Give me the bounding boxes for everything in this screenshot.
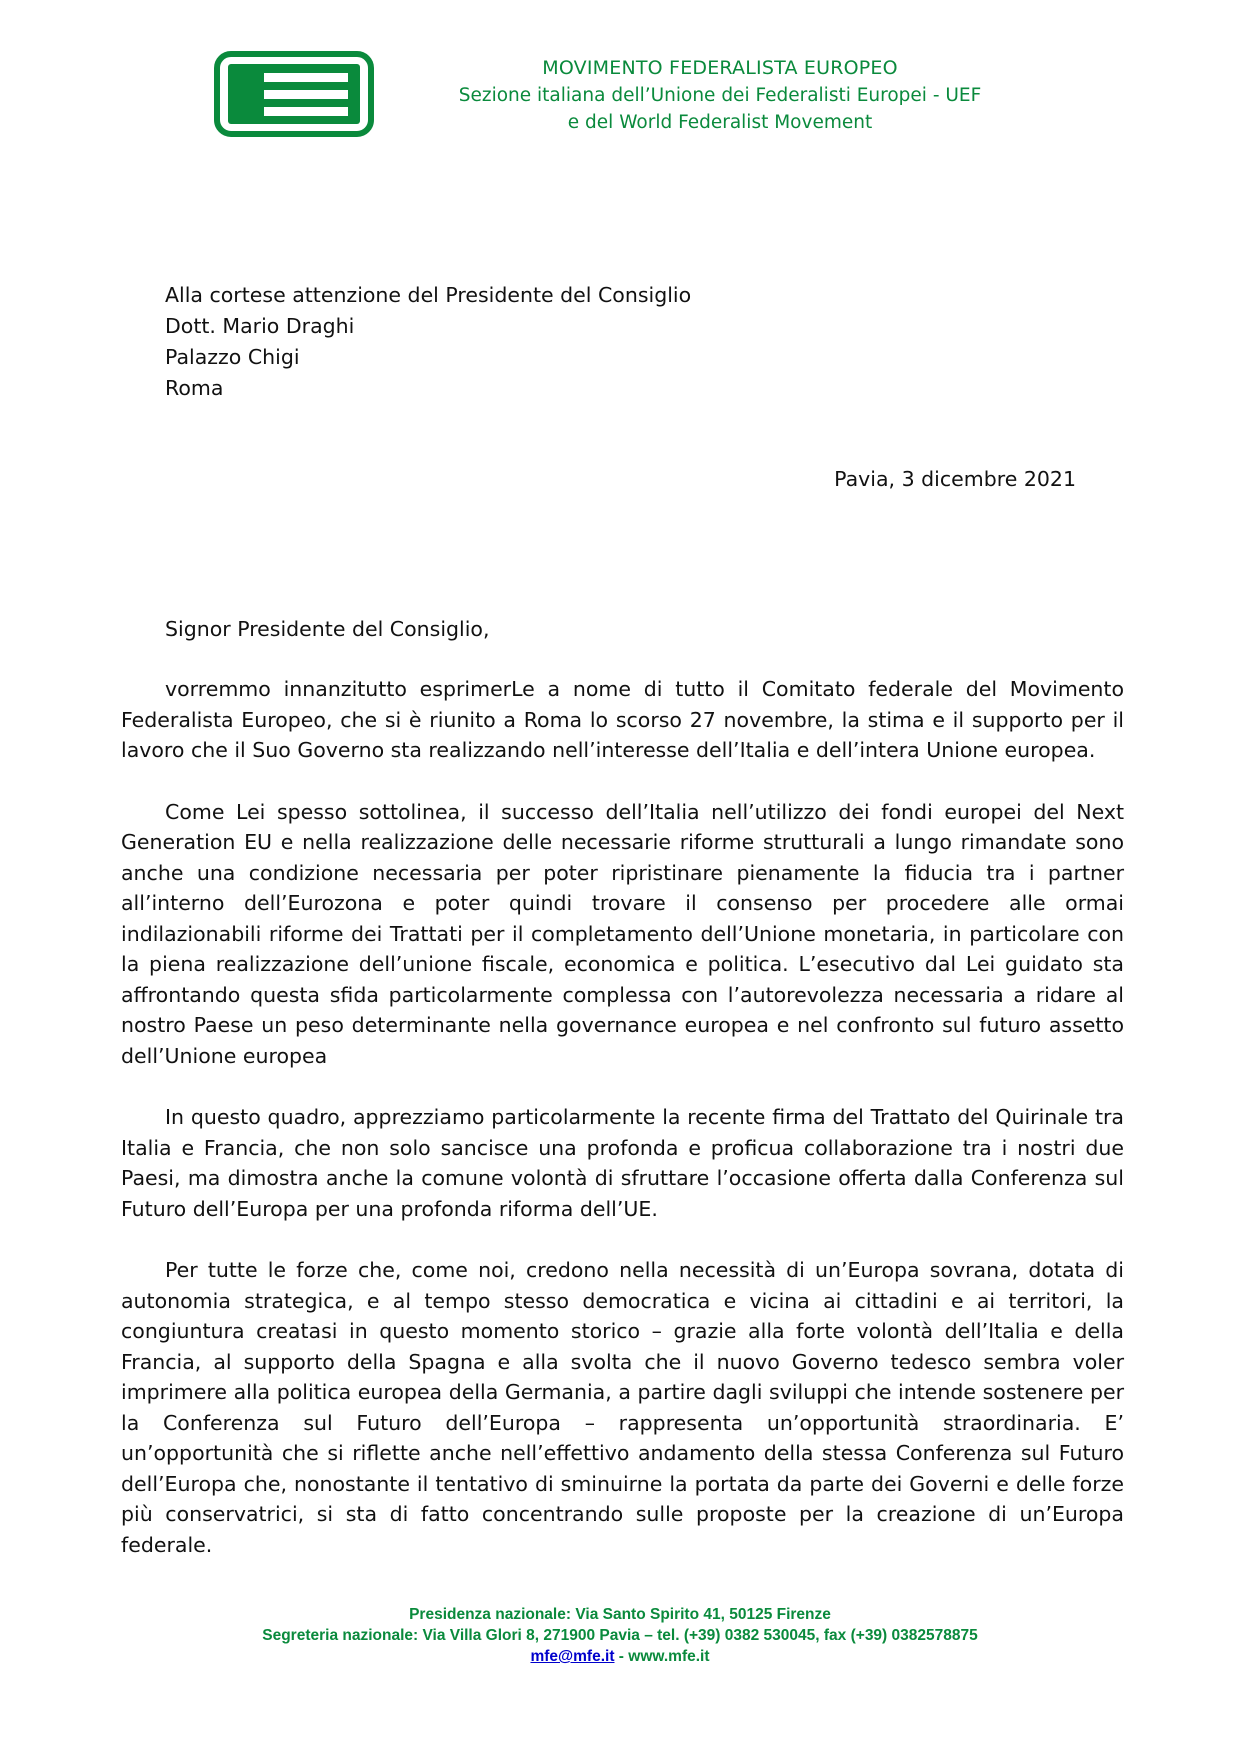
paragraph: In questo quadro, apprezziamo particolarmente la recente firma del Trattato del Quirinale tra Italia e Francia, che non solo sancisce una profonda e proficua collaborazione tra i nostri due Paesi, ma dimostra anche la comune volontà di sfruttare l’occasione offerta dalla Conferenza sul Futuro dell’Europa per una profonda riforma dell’UE. <box>121 1105 1124 1221</box>
letter-body <box>121 674 1124 1591</box>
salutation: Signor Presidente del Consiglio, <box>165 617 490 641</box>
letterhead-title: MOVIMENTO FEDERALISTA EUROPEO <box>542 57 898 79</box>
letterhead-subtitle: Sezione italiana dell’Unione dei Federalisti Europei - UEF <box>458 85 982 106</box>
footer-contacts <box>220 1646 1020 1667</box>
website-text: www.mfe.it <box>628 1648 710 1665</box>
addressee-block <box>165 280 691 404</box>
letter-date: Pavia, 3 dicembre 2021 <box>834 467 1076 491</box>
footer-separator: - <box>614 1648 629 1665</box>
paragraph: Per tutte le forze che, come noi, credono nella necessità di un’Europa sovrana, dotata di autonomia strategica, e al tempo stesso democratica e vicina ai cittadini e ai territori, la congiuntura creatasi in questo momento storico – grazie alla forte volontà dell’Italia e della Francia, al supporto della Spagna e alla svolta che il nuovo Governo tedesco sembra voler imprimere alla politica europea della Germania, a partire dagli sviluppi che intende sostenere per la Conferenza sul Futuro dell’Europa – rappresenta un’opportunità straordinaria. E’ un’opportunità che si riflette anche nell’effettivo andamento della stessa Conferenza sul Futuro dell’Europa che, nonostante il tentativo di sminuirne la portata da parte dei Governi e delle forze più conservatrici, si sta di fatto concentrando sulle proposte per la creazione di un’Europa federale. <box>121 1258 1124 1557</box>
letterhead <box>420 55 1020 136</box>
footer-presidency: Presidenza nazionale: Via Santo Spirito 41, 50125 Firenze <box>409 1606 831 1623</box>
addressee-line-2: Dott. Mario Draghi <box>165 314 355 338</box>
footer <box>220 1604 1020 1667</box>
paragraph: Come Lei spesso sottolinea, il successo dell’Italia nell’utilizzo dei fondi europei del Next Generation EU e nella realizzazione delle necessarie riforme strutturali a lungo rimandate sono anche una condizione necessaria per poter ripristinare pienamente la fiducia tra i partner all’interno dell’Eurozona e poter quindi trovare il consenso per procedere alle ormai indilazionabili riforme dei Trattati per il completamento dell’Unione monetaria, in particolare con la piena realizzazione dell’unione fiscale, economica e politica. L’esecutivo dal Lei guidato sta affrontando questa sfida particolarmente complessa con l’autorevolezza necessaria a ridare al nostro Paese un peso determinante nella governance europea e nel confronto sul futuro assetto dell’Unione europea <box>121 799 1124 1068</box>
footer-secretariat: Segreteria nazionale: Via Villa Glori 8, 271900 Pavia – tel. (+39) 0382 530045, fax (+39) 0382578875 <box>262 1627 978 1644</box>
email-link[interactable]: mfe@mfe.it <box>530 1648 615 1665</box>
paragraph: vorremmo innanzitutto esprimerLe a nome di tutto il Comitato federale del Movimento Federalista Europeo, che si è riunito a Roma lo scorso 27 novembre, la stima e il supporto per il lavoro che il Suo Governo sta realizzando nell’interesse dell’Italia e dell’intera Unione europea. <box>121 677 1124 762</box>
letterhead-subtitle-2: e del World Federalist Movement <box>567 112 873 133</box>
addressee-line-1: Alla cortese attenzione del Presidente del Consiglio <box>165 283 692 307</box>
addressee-line-3: Palazzo Chigi <box>165 345 300 369</box>
e-logo-icon <box>214 51 374 137</box>
addressee-line-4: Roma <box>165 376 224 400</box>
